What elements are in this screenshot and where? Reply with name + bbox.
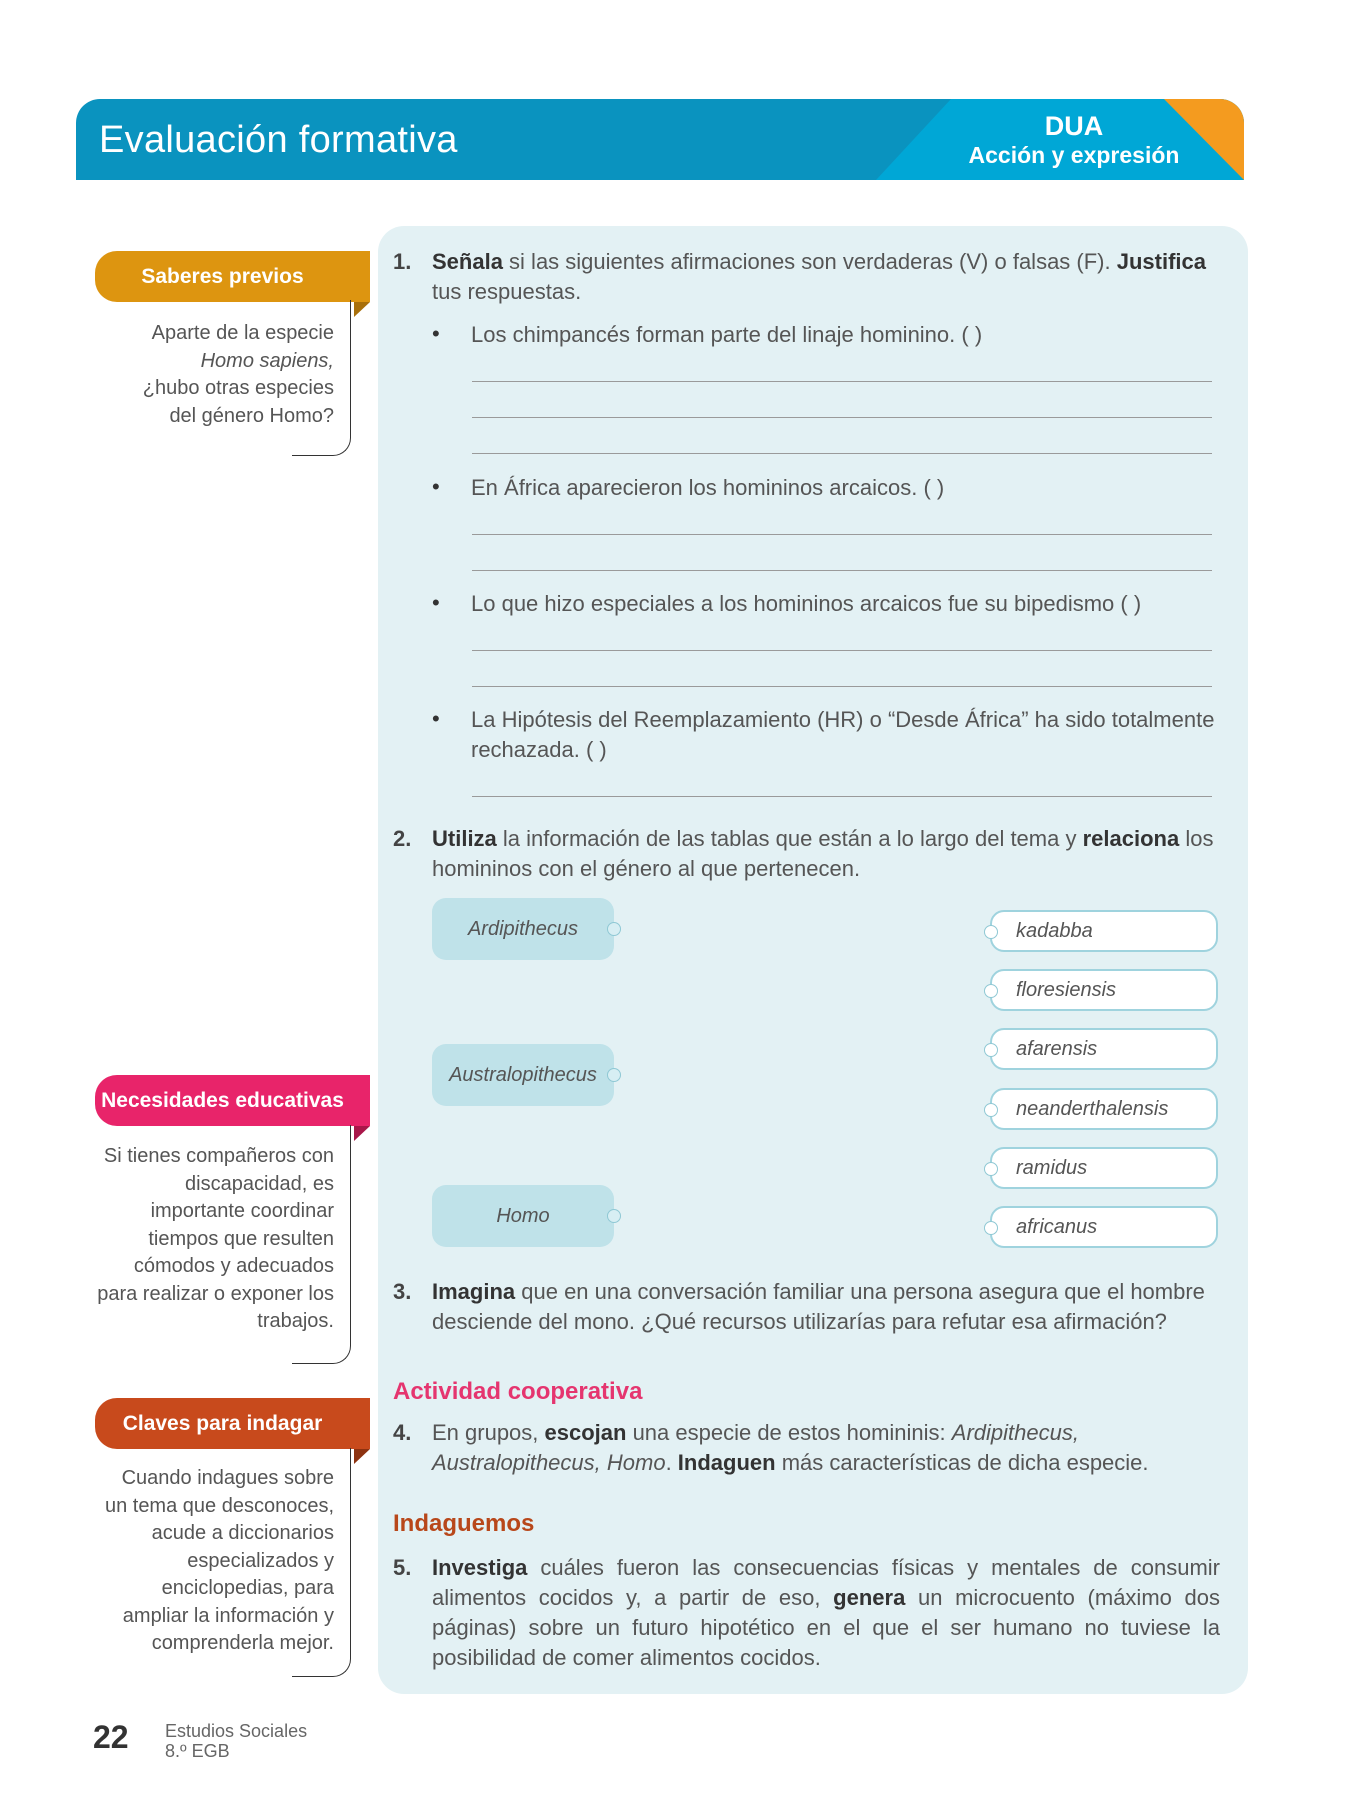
genus-australopithecus[interactable] (432, 1044, 614, 1106)
species-africanus[interactable] (990, 1206, 1218, 1248)
connector-dot[interactable] (984, 1162, 998, 1176)
genus-label: Ardipithecus (467, 917, 579, 940)
header-banner (76, 99, 1244, 180)
bullet-marker: • (432, 321, 440, 346)
question-text: si las siguientes afirmaciones son verdaderas (V) o falsas (F). (502, 249, 1117, 274)
dua-subtitle: Acción y expresión (968, 142, 1180, 169)
side-line: para realizar o exponer los (97, 1282, 334, 1305)
species-neanderthalensis[interactable] (990, 1088, 1218, 1130)
species-label: afarensis (1016, 1037, 1098, 1060)
genus-homo[interactable] (432, 1185, 614, 1247)
instruction-verb: Utiliza (432, 826, 497, 851)
instruction-verb: Justifica (1116, 249, 1207, 274)
species-label: africanus (1016, 1215, 1098, 1238)
tab-fold (354, 302, 370, 317)
question-2-text (432, 824, 1220, 884)
genus-label: Australopithecus (449, 1063, 597, 1086)
statement-1: Los chimpancés forman parte del linaje hominino. ( ) (471, 322, 983, 347)
statement-4: La Hipótesis del Reemplazamiento (HR) o “Desde África” ha sido totalmente rechazada. ( ) (471, 707, 1215, 762)
answer-line[interactable] (472, 796, 1212, 797)
answer-line[interactable] (472, 453, 1212, 454)
page-title: Evaluación formativa (99, 119, 458, 161)
question-text: la información de las tablas que están a lo largo del tema y (496, 826, 1083, 851)
dua-title: DUA (1044, 111, 1104, 141)
side-line: tiempos que resulten (148, 1227, 334, 1250)
side-line: ¿hubo otras especies (142, 377, 334, 399)
answer-line[interactable] (472, 534, 1212, 535)
side-bracket (292, 1448, 351, 1677)
species-floresiensis[interactable] (990, 969, 1218, 1011)
side-line: importante coordinar (150, 1200, 334, 1222)
bullet-marker: • (432, 706, 440, 731)
question-3-text (432, 1277, 1220, 1337)
side-line: discapacidad, es (185, 1172, 334, 1195)
connector-dot[interactable] (984, 1103, 998, 1117)
species-label: ramidus (1016, 1156, 1088, 1179)
instruction-verb: genera (833, 1585, 906, 1610)
tab-fold (354, 1449, 370, 1464)
side-line: especializados y (187, 1549, 334, 1572)
answer-line[interactable] (472, 570, 1212, 571)
question-number: 2. (393, 826, 412, 851)
question-4-text (432, 1418, 1220, 1478)
species-ramidus[interactable] (990, 1147, 1218, 1189)
question-text: que en una conversación familiar una persona asegura que el hombre desciende del mono. ¿Qué recursos utilizarías para refutar esa afirmación? (432, 1279, 1205, 1334)
statement-2: En África aparecieron los homininos arcaicos. ( ) (471, 475, 945, 500)
species-kadabba[interactable] (990, 910, 1218, 952)
instruction-verb: Indaguen (677, 1450, 776, 1475)
question-text: una especie de estos homininis: (626, 1420, 952, 1445)
statement-3: Lo que hizo especiales a los homininos arcaicos fue su bipedismo ( ) (471, 591, 1142, 616)
dua-label (964, 111, 1184, 168)
instruction-verb: escojan (544, 1420, 627, 1445)
connector-dot[interactable] (984, 1221, 998, 1235)
question-text: los homininos con el género al que pertenecen. (432, 826, 1214, 881)
claves-para-indagar-title: Claves para indagar (122, 1411, 323, 1435)
saberes-previos-tab (95, 251, 370, 302)
question-number: 4. (393, 1420, 412, 1445)
species-label: floresiensis (1016, 978, 1117, 1001)
instruction-verb: Investiga (432, 1555, 528, 1580)
indaguemos-heading: Indaguemos (393, 1510, 535, 1537)
subject-label: Estudios Sociales (165, 1721, 308, 1741)
species-label: neanderthalensis (1016, 1097, 1169, 1120)
question-text: cuáles fueron las consecuencias físicas y mentales de consumir alimentos cocidos y, a partir de eso, (432, 1555, 1220, 1610)
page-number: 22 (93, 1719, 129, 1755)
side-line: Si tienes compañeros con (103, 1145, 334, 1167)
connector-dot[interactable] (607, 1209, 621, 1223)
question-text: En grupos, (432, 1420, 545, 1445)
side-line: Cuando indagues sobre (121, 1467, 334, 1489)
answer-line[interactable] (472, 686, 1212, 687)
necesidades-educativas-title: Necesidades educativas (101, 1088, 344, 1112)
bullet-marker: • (432, 590, 440, 615)
saberes-previos-title: Saberes previos (141, 264, 304, 288)
answer-line[interactable] (472, 417, 1212, 418)
tab-fold (354, 1126, 370, 1141)
question-text: . (665, 1450, 678, 1475)
claves-para-indagar-tab (95, 1398, 370, 1449)
side-bracket (292, 1125, 351, 1364)
connector-dot[interactable] (984, 925, 998, 939)
answer-line[interactable] (472, 381, 1212, 382)
question-number: 5. (393, 1555, 412, 1580)
side-line: del género Homo? (169, 404, 334, 427)
instruction-verb: Imagina (432, 1279, 516, 1304)
instruction-verb: relaciona (1082, 826, 1180, 851)
genus-list: Ardipithecus, Australopithecus, Homo (432, 1420, 1079, 1475)
connector-dot[interactable] (607, 1068, 621, 1082)
necesidades-educativas-tab (95, 1075, 370, 1126)
bullet-marker: • (432, 474, 440, 499)
question-number: 1. (393, 249, 412, 274)
side-line: Aparte de la especie (151, 322, 334, 344)
side-bracket (292, 300, 351, 456)
side-line: enciclopedias, para (161, 1577, 334, 1599)
species-afarensis[interactable] (990, 1028, 1218, 1070)
side-line: acude a diccionarios (151, 1522, 334, 1544)
connector-dot[interactable] (607, 922, 621, 936)
question-text: un microcuento (máximo dos páginas) sobre un futuro hipotético en el que el ser humano no tuviese la posibilidad de comer alimentos cocidos. (432, 1585, 1220, 1670)
answer-line[interactable] (472, 650, 1212, 651)
instruction-verb: Señala (432, 249, 503, 274)
footer-info (165, 1721, 307, 1761)
side-line: cómodos y adecuados (133, 1255, 334, 1277)
connector-dot[interactable] (984, 1043, 998, 1057)
question-number: 3. (393, 1279, 412, 1304)
question-text: tus respuestas. (432, 279, 582, 304)
side-line: comprenderla mejor. (151, 1632, 334, 1654)
actividad-cooperativa-heading: Actividad cooperativa (393, 1378, 643, 1405)
genus-ardipithecus[interactable] (432, 898, 614, 960)
grade-label: 8.º EGB (165, 1741, 230, 1761)
genus-label: Homo (496, 1204, 550, 1227)
species-label: kadabba (1016, 919, 1093, 942)
side-line: ampliar la información y (122, 1604, 334, 1627)
question-text: más características de dicha especie. (775, 1450, 1149, 1475)
question-5-text (432, 1553, 1220, 1673)
side-line: un tema que desconoces, (104, 1494, 334, 1517)
question-1-text (432, 247, 1220, 307)
side-line: trabajos. (257, 1310, 334, 1332)
connector-dot[interactable] (984, 984, 998, 998)
side-line: Homo sapiens, (200, 349, 334, 372)
